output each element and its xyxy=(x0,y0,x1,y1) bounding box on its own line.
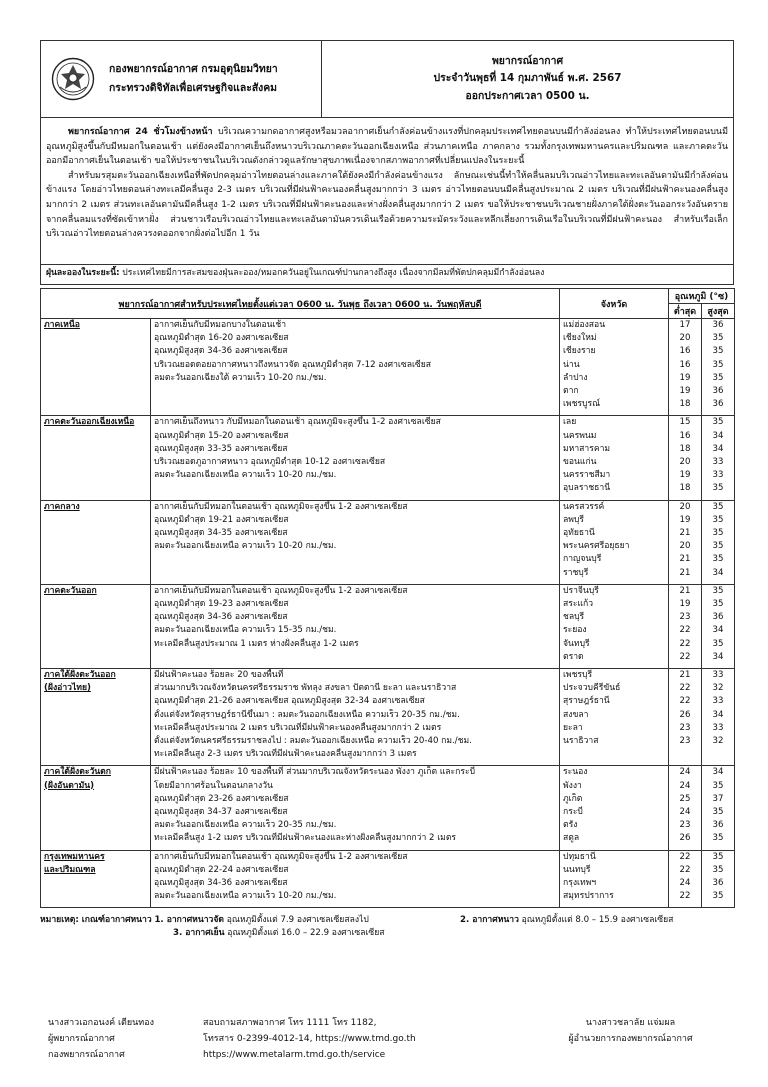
min-temp: 22 xyxy=(679,696,691,707)
min-temp: 22 xyxy=(679,851,691,862)
note3-label: 3. อากาศเย็น xyxy=(173,928,225,939)
min-temp: 23 xyxy=(679,735,691,746)
min-temp: 15 xyxy=(679,417,691,428)
min-temp: 23 xyxy=(679,612,691,623)
min-temp: 26 xyxy=(679,709,691,720)
min-temp: 16 xyxy=(679,430,691,441)
province-list xyxy=(560,766,669,850)
description-line: อากาศเย็นกับมีหมอกบางในตอนเช้า xyxy=(154,320,287,330)
min-temp: 22 xyxy=(679,651,691,662)
max-temp: 34 xyxy=(712,651,724,662)
province-name: สงขลา xyxy=(563,709,589,720)
note3-text: อุณหภูมิตั้งแต่ 16.0 – 22.9 องศาเซลเซียส xyxy=(224,928,385,939)
province-name: พังงา xyxy=(563,780,582,791)
province-name: สตูล xyxy=(563,833,580,844)
max-temp: 33 xyxy=(712,722,724,733)
description-line: ส่วนมากบริเวณจังหวัดนครศรีธรรมราช พัทลุง สงขลา ปัตตานี ยะลา และนราธิวาส xyxy=(154,683,457,694)
table-header-row xyxy=(41,289,735,304)
region-name xyxy=(41,850,151,908)
region-name xyxy=(41,319,151,416)
min-temp: 18 xyxy=(679,399,691,410)
province-name: สระแก้ว xyxy=(563,598,594,609)
region-description xyxy=(151,584,560,668)
description-line: ลมตะวันออกเฉียงเหนือ ความเร็ว 10-20 กม./ชม. xyxy=(154,891,337,902)
org-line2: กระทรวงดิจิทัลเพื่อเศรษฐกิจและสังคม xyxy=(109,82,278,94)
province-list xyxy=(560,500,669,584)
director-role: ผู้อำนวยการกองพยากรณ์อากาศ xyxy=(568,1034,693,1044)
description-line: อุณหภูมิสูงสุด 33-35 องศาเซลเซียส xyxy=(154,443,288,454)
director-block xyxy=(523,1015,738,1047)
region-description xyxy=(151,668,560,765)
min-temp-list xyxy=(669,584,702,668)
description-line: อุณหภูมิต่ำสุด 19-23 องศาเซลเซียส xyxy=(154,598,289,609)
min-temp: 19 xyxy=(679,514,691,525)
table-row xyxy=(41,766,735,850)
max-temp: 35 xyxy=(712,527,724,538)
max-temp: 36 xyxy=(712,820,724,831)
max-temp: 32 xyxy=(712,683,724,694)
table-row xyxy=(41,500,735,584)
province-name: แม่ฮ่องสอน xyxy=(563,320,606,330)
table-row xyxy=(41,668,735,765)
notes-line1 xyxy=(40,914,734,927)
forecast-summary xyxy=(40,118,734,265)
description-line: ลมตะวันออกเฉียงเหนือ ความเร็ว 15-35 กม./ชม. xyxy=(154,625,337,636)
province-name: ตาก xyxy=(563,385,579,396)
description-line: อากาศเย็นถึงหนาว กับมีหมอกในตอนเช้า อุณหภูมิจะสูงขึ้น 1-2 องศาเซลเซียส xyxy=(154,417,441,428)
region-name xyxy=(41,584,151,668)
region-name-line: ภาคใต้ฝั่งตะวันออก xyxy=(44,669,116,680)
max-temp-list xyxy=(702,416,735,500)
min-temp: 20 xyxy=(679,333,691,344)
max-temp: 34 xyxy=(712,709,724,720)
max-temp: 35 xyxy=(712,372,724,383)
min-temp: 22 xyxy=(679,683,691,694)
description-line: ทะเลมีคลื่นสูงประมาณ 2 เมตร บริเวณที่มีฝนฟ้าคะนองคลื่นสูงมากกว่า 2 เมตร xyxy=(154,722,442,733)
province-name: ระยอง xyxy=(563,625,587,636)
max-temp: 34 xyxy=(712,767,724,778)
province-name: สมุทรปราการ xyxy=(563,891,614,902)
dust-label: ฝุ่นละอองในระยะนี้: xyxy=(46,268,120,278)
min-temp: 18 xyxy=(679,483,691,494)
province-name: อุทัยธานี xyxy=(563,527,595,538)
region-name xyxy=(41,416,151,500)
min-temp: 19 xyxy=(679,385,691,396)
max-temp: 33 xyxy=(712,696,724,707)
author-name: นางสาวเอกอนงค์ เตียนทอง xyxy=(48,1018,155,1028)
org-name xyxy=(109,60,278,98)
region-name-line: (ฝั่งอันดามัน) xyxy=(44,780,95,791)
dust-notice xyxy=(40,265,734,285)
description-line: อุณหภูมิสูงสุด 34-37 องศาเซลเซียส xyxy=(154,806,288,817)
province-name: กาญจนบุรี xyxy=(563,554,602,565)
region-name xyxy=(41,766,151,850)
min-temp: 22 xyxy=(679,625,691,636)
province-name: จันทบุรี xyxy=(563,638,590,649)
max-temp: 34 xyxy=(712,625,724,636)
description-line: อุณหภูมิต่ำสุด 23-26 องศาเซลเซียส xyxy=(154,793,289,804)
province-name: นครราชสีมา xyxy=(563,470,611,481)
note1-label: 1. อากาศหนาวจัด xyxy=(154,915,224,926)
director-name: นางสาวชลาลัย แจ่มผล xyxy=(585,1018,676,1028)
province-name: มหาสารคาม xyxy=(563,443,611,454)
max-temp: 35 xyxy=(712,638,724,649)
temp-header: อุณหภูมิ (°ซ) xyxy=(669,289,735,304)
max-temp-list xyxy=(702,668,735,765)
min-temp: 16 xyxy=(679,359,691,370)
region-name-line: ภาคใต้ฝั่งตะวันตก xyxy=(44,767,111,778)
min-temp: 20 xyxy=(679,456,691,467)
doc-issued: ออกประกาศเวลา 0500 น. xyxy=(465,89,590,102)
max-temp: 33 xyxy=(712,470,724,481)
min-temp: 21 xyxy=(679,585,691,596)
document-header xyxy=(40,40,734,118)
note2 xyxy=(460,914,673,927)
min-temp: 20 xyxy=(679,501,691,512)
province-name: ลพบุรี xyxy=(563,514,585,525)
max-temp-list xyxy=(702,850,735,908)
author-role2: กองพยากรณ์อากาศ xyxy=(48,1050,125,1060)
province-list xyxy=(560,850,669,908)
min-temp: 22 xyxy=(679,638,691,649)
contact-block xyxy=(203,1015,483,1063)
note2-label: 2. อากาศหนาว xyxy=(460,915,519,926)
tmd-seal-icon xyxy=(51,57,95,101)
description-line: ตั้งแต่จังหวัดนครศรีธรรมราชลงไป : ลมตะวันออกเฉียงเหนือ ความเร็ว 20-40 กม./ชม. xyxy=(154,735,472,746)
min-temp-list xyxy=(669,668,702,765)
province-name: เชียงใหม่ xyxy=(563,333,597,344)
description-line: บริเวณยอดภูอากาศหนาว อุณหภูมิต่ำสุด 10-12 องศาเซลเซียส xyxy=(154,456,386,467)
description-line: มีฝนฟ้าคะนอง ร้อยละ 20 ของพื้นที่ xyxy=(154,669,284,680)
description-line: อากาศเย็นกับมีหมอกในตอนเช้า อุณหภูมิจะสูงขึ้น 1-2 องศาเซลเซียส xyxy=(154,585,408,596)
province-name: ตราด xyxy=(563,651,584,662)
max-temp: 35 xyxy=(712,806,724,817)
min-temp: 21 xyxy=(679,527,691,538)
region-name-line: (ฝั่งอ่าวไทย) xyxy=(44,683,91,694)
max-temp: 35 xyxy=(712,864,724,875)
max-temp-list xyxy=(702,766,735,850)
description-line: อากาศเย็นกับมีหมอกในตอนเช้า อุณหภูมิจะสูงขึ้น 1-2 องศาเซลเซียส xyxy=(154,501,408,512)
description-line: อากาศเย็นกับมีหมอกในตอนเช้า อุณหภูมิจะสูงขึ้น 1-2 องศาเซลเซียส xyxy=(154,851,408,862)
description-line: ทะเลมีคลื่นสูง 2-3 เมตร บริเวณที่มีฝนฟ้าคะนองคลื่นสูงมากกว่า 3 เมตร xyxy=(154,749,417,760)
min-temp-list xyxy=(669,416,702,500)
province-name: นครสวรรค์ xyxy=(563,501,605,512)
min-temp-list xyxy=(669,319,702,416)
note2-text: อุณหภูมิตั้งแต่ 8.0 – 15.9 องศาเซลเซียส xyxy=(518,915,674,926)
description-line: ลมตะวันออกเฉียงเหนือ ความเร็ว 20-35 กม./ชม. xyxy=(154,820,337,831)
region-description xyxy=(151,416,560,500)
org-block xyxy=(41,41,322,117)
province-header: จังหวัด xyxy=(560,289,669,319)
min-temp: 21 xyxy=(679,669,691,680)
max-temp: 34 xyxy=(712,443,724,454)
forecast-para1 xyxy=(46,125,728,169)
max-temp: 32 xyxy=(712,735,724,746)
max-temp: 33 xyxy=(712,669,724,680)
max-temp: 35 xyxy=(712,346,724,357)
description-line: อุณหภูมิสูงสุด 34-36 องศาเซลเซียส xyxy=(154,877,288,888)
max-temp: 36 xyxy=(712,399,724,410)
max-temp: 35 xyxy=(712,833,724,844)
min-temp: 23 xyxy=(679,722,691,733)
region-description xyxy=(151,319,560,416)
min-temp: 23 xyxy=(679,820,691,831)
max-temp: 36 xyxy=(712,612,724,623)
max-temp: 36 xyxy=(712,320,724,330)
province-name: ภูเก็ต xyxy=(563,793,583,804)
doc-title: พยากรณ์อากาศ xyxy=(491,54,564,67)
max-temp-list xyxy=(702,584,735,668)
min-temp: 19 xyxy=(679,470,691,481)
max-temp: 34 xyxy=(712,430,724,441)
description-line: อุณหภูมิสูงสุด 34-35 องศาเซลเซียส xyxy=(154,527,288,538)
province-name: ปทุมธานี xyxy=(563,851,596,862)
description-line: ลมตะวันออกเฉียงใต้ ความเร็ว 10-20 กม./ชม. xyxy=(154,372,327,383)
min-temp: 18 xyxy=(679,443,691,454)
max-temp: 35 xyxy=(712,541,724,552)
region-name xyxy=(41,668,151,765)
max-header: สูงสุด xyxy=(702,304,735,319)
description-line: ลมตะวันออกเฉียงเหนือ ความเร็ว 10-20 กม./ชม. xyxy=(154,541,337,552)
description-line: โดยมีอากาศร้อนในตอนกลางวัน xyxy=(154,780,273,791)
province-name: เชียงราย xyxy=(563,346,596,357)
forecast-para2: สำหรับมรสุมตะวันออกเฉียงเหนือที่พัดปกคลุมอ่าวไทยตอนล่างและภาคใต้ยังคงมีกำลังค่อนข้างแรง ลักษณะเช่นนี้ทำให้คลื่นลมบริเวณอ่าวไทยและทะเลอันดามันมีกำลังค่อนข้างแรง โดยอ่าวไทยตอนล่างทะเลมีคลื่นสูง 2-3 เมตร บริเวณที่มีฝนฟ้าคะนองคลื่นสูงมากกว่า 3 เมตร อ่าวไทยตอนบนมีคลื่นสูงประมาณ 2 เมตร บริเวณที่มีฝนฟ้าคะนองคลื่นสูงมากกว่า 2 เมตร ส่วนทะเลอันดามันมีคลื่นสูง 1-2 เมตร บริเวณที่มีฝนฟ้าคะนองและห่างฝั่งคลื่นสูงมากกว่า 2 เมตร ขอให้ประชาชนบริเวณชายฝั่งภาคใต้ฝั่งตะวันออกระวังอันตรายจากคลื่นลมแรงที่ซัดเข้าหาฝั่ง ส่วนชาวเรือบริเวณอ่าวไทยและทะเลอันดามันควรเดินเรือด้วยความระมัดระวังและหลีกเลี่ยงการเดินเรือในบริเวณที่มีฝนฟ้าคะนอง สำหรับเรือเล็กบริเวณอ่าวไทยตอนล่างควรงดออกจากฝั่งต่อไปอีก 1 วัน xyxy=(46,170,728,240)
notes-label: หมายเหตุ: เกณฑ์อากาศหนาว xyxy=(40,915,152,926)
max-temp: 35 xyxy=(712,891,724,902)
max-temp: 36 xyxy=(712,385,724,396)
min-temp: 25 xyxy=(679,793,691,804)
province-name: นนทบุรี xyxy=(563,864,591,875)
description-line: อุณหภูมิต่ำสุด 15-20 องศาเซลเซียส xyxy=(154,430,289,441)
min-temp: 17 xyxy=(679,320,691,330)
forecast-document xyxy=(40,40,734,944)
region-name xyxy=(41,500,151,584)
region-description xyxy=(151,500,560,584)
min-temp: 24 xyxy=(679,780,691,791)
province-list xyxy=(560,584,669,668)
min-temp: 24 xyxy=(679,806,691,817)
table-row xyxy=(41,850,735,908)
region-description xyxy=(151,850,560,908)
forecast-table xyxy=(40,288,735,908)
description-line: มีฝนฟ้าคะนอง ร้อยละ 10 ของพื้นที่ ส่วนมากบริเวณจังหวัดระนอง พังงา ภูเก็ต และกระบี่ xyxy=(154,767,476,778)
max-temp: 35 xyxy=(712,417,724,428)
region-name-line: ภาคเหนือ xyxy=(44,320,80,330)
province-name: ราชบุรี xyxy=(563,567,589,578)
max-temp: 35 xyxy=(712,501,724,512)
min-temp: 20 xyxy=(679,541,691,552)
region-description xyxy=(151,766,560,850)
max-temp: 35 xyxy=(712,598,724,609)
max-temp: 35 xyxy=(712,359,724,370)
max-temp: 35 xyxy=(712,483,724,494)
max-temp-list xyxy=(702,319,735,416)
max-temp: 33 xyxy=(712,456,724,467)
table-row xyxy=(41,319,735,416)
max-temp: 35 xyxy=(712,514,724,525)
doc-date: ประจำวันพุธที่ 14 กุมภาพันธ์ พ.ศ. 2567 xyxy=(433,72,622,85)
province-name: กระบี่ xyxy=(563,806,583,817)
province-name: น่าน xyxy=(563,359,580,370)
region-name-line: และปริมณฑล xyxy=(44,864,96,875)
province-name: ตรัง xyxy=(563,820,578,831)
max-temp: 35 xyxy=(712,333,724,344)
description-line: อุณหภูมิต่ำสุด 19-21 องศาเซลเซียส xyxy=(154,514,289,525)
min-temp: 22 xyxy=(679,891,691,902)
min-temp-list xyxy=(669,850,702,908)
province-name: ประจวบคีรีขันธ์ xyxy=(563,683,621,694)
min-temp-list xyxy=(669,500,702,584)
province-name: ลำปาง xyxy=(563,372,588,383)
table-heading: พยากรณ์อากาศสำหรับประเทศไทยตั้งแต่เวลา 0600 น. วันพุธ ถึงเวลา 0600 น. วันพฤหัสบดี xyxy=(41,289,560,319)
province-list xyxy=(560,668,669,765)
org-line1: กองพยากรณ์อากาศ กรมอุตุนิยมวิทยา xyxy=(109,63,278,75)
max-temp: 35 xyxy=(712,851,724,862)
province-name: เพชรบุรี xyxy=(563,669,593,680)
max-temp: 35 xyxy=(712,554,724,565)
description-line: ทะเลมีคลื่นสูง 1-2 เมตร บริเวณที่มีฝนฟ้าคะนองและห่างฝั่งคลื่นสูงมากกว่า 2 เมตร xyxy=(154,833,457,844)
forecast-para1-text: บริเวณความกดอากาศสูงหรือมวลอากาศเย็นกำลังค่อนข้างแรงที่ปกคลุมประเทศไทยตอนบนมีกำลังอ่อนลง ทำให้ประเทศไทยตอนบนมีอุณหภูมิสูงขึ้นกับมีหมอกในตอนเช้า แต่ยังคงมีอากาศเย็นถึงหนาวบริเวณภาคตะวันออกเฉียงเหนือ ส่วนภาคเหนือ ภาคกลาง รวมทั้งกรุงเทพมหานครและปริมณฑล และภาคตะวันออกมีอากาศเย็นในตอนเช้า ขอให้ประชาชนในบริเวณดังกล่าวดูแลรักษาสุขภาพเนื่องจากสภาพอากาศที่เปลี่ยนแปลงในระยะนี้ xyxy=(46,127,729,167)
author-block xyxy=(48,1015,188,1063)
min-temp: 21 xyxy=(679,554,691,565)
notes-line2 xyxy=(40,927,734,940)
title-block xyxy=(322,41,733,117)
province-list xyxy=(560,416,669,500)
dust-text: ประเทศไทยมีการสะสมของฝุ่นละออง/หมอกควันอยู่ในเกณฑ์ปานกลางถึงสูง เนื่องจากมีลมที่พัดปกคลุมมีกำลังอ่อนลง xyxy=(119,268,545,278)
author-role1: ผู้พยากรณ์อากาศ xyxy=(48,1034,115,1044)
max-temp: 35 xyxy=(712,585,724,596)
province-name: สุราษฎร์ธานี xyxy=(563,696,610,707)
contact-url[interactable]: https://www.metalarm.tmd.go.th/service xyxy=(203,1050,386,1060)
description-line: อุณหภูมิต่ำสุด 22-24 องศาเซลเซียส xyxy=(154,864,289,875)
table-row xyxy=(41,416,735,500)
province-name: ปราจีนบุรี xyxy=(563,585,599,596)
max-temp: 34 xyxy=(712,567,724,578)
description-line: ลมตะวันออกเฉียงเหนือ ความเร็ว 10-20 กม./ชม. xyxy=(154,470,337,481)
min-temp: 24 xyxy=(679,767,691,778)
max-temp: 36 xyxy=(712,877,724,888)
min-temp: 22 xyxy=(679,864,691,875)
province-name: ขอนแก่น xyxy=(563,456,597,467)
description-line: บริเวณยอดดอยอากาศหนาวถึงหนาวจัด อุณหภูมิต่ำสุด 7-12 องศาเซลเซียส xyxy=(154,359,432,370)
province-name: เพชรบูรณ์ xyxy=(563,399,601,410)
contact-fax[interactable]: โทรสาร 0-2399-4012-14, https://www.tmd.go.th xyxy=(203,1034,416,1044)
min-temp: 19 xyxy=(679,598,691,609)
province-name: ชลบุรี xyxy=(563,612,585,623)
description-line: อุณหภูมิต่ำสุด 16-20 องศาเซลเซียส xyxy=(154,333,289,344)
province-name: นราธิวาส xyxy=(563,735,599,746)
description-line: ทะเลมีคลื่นสูงประมาณ 1 เมตร ห่างฝั่งคลื่นสูง 1-2 เมตร xyxy=(154,638,359,649)
notes xyxy=(40,914,734,944)
province-name: พระนครศรีอยุธยา xyxy=(563,541,630,552)
province-name: อุบลราชธานี xyxy=(563,483,611,494)
table-row xyxy=(41,584,735,668)
description-line: ตั้งแต่จังหวัดสุราษฎร์ธานีขึ้นมา : ลมตะวันออกเฉียงเหนือ ความเร็ว 20-35 กม./ชม. xyxy=(154,709,460,720)
description-line: อุณหภูมิต่ำสุด 21-26 องศาเซลเซียส อุณหภูมิสูงสุด 32-34 องศาเซลเซียส xyxy=(154,696,425,707)
region-name-line: ภาคตะวันออก xyxy=(44,585,97,596)
province-name: ยะลา xyxy=(563,722,583,733)
min-temp: 16 xyxy=(679,346,691,357)
region-name-line: ภาคกลาง xyxy=(44,501,80,512)
min-header: ต่ำสุด xyxy=(669,304,702,319)
min-temp: 19 xyxy=(679,372,691,383)
min-temp: 24 xyxy=(679,877,691,888)
min-temp: 26 xyxy=(679,833,691,844)
min-temp-list xyxy=(669,766,702,850)
province-name: ระนอง xyxy=(563,767,588,778)
province-list xyxy=(560,319,669,416)
min-temp: 21 xyxy=(679,567,691,578)
province-name: นครพนม xyxy=(563,430,597,441)
forecast-lead: พยากรณ์อากาศ 24 ชั่วโมงข้างหน้า xyxy=(68,127,213,137)
province-name: เลย xyxy=(563,417,577,428)
note1-text: อุณหภูมิตั้งแต่ 7.9 องศาเซลเซียสลงไป xyxy=(223,915,369,926)
max-temp: 37 xyxy=(712,793,724,804)
region-name-line: กรุงเทพมหานคร xyxy=(44,851,105,862)
contact-phone: สอบถามสภาพอากาศ โทร 1111 โทร 1182, xyxy=(203,1018,377,1028)
description-line: อุณหภูมิสูงสุด 34-36 องศาเซลเซียส xyxy=(154,346,288,357)
province-name: กรุงเทพฯ xyxy=(563,877,597,888)
max-temp-list xyxy=(702,500,735,584)
description-line: อุณหภูมิสูงสุด 34-36 องศาเซลเซียส xyxy=(154,612,288,623)
region-name-line: ภาคตะวันออกเฉียงเหนือ xyxy=(44,417,135,428)
max-temp: 35 xyxy=(712,780,724,791)
